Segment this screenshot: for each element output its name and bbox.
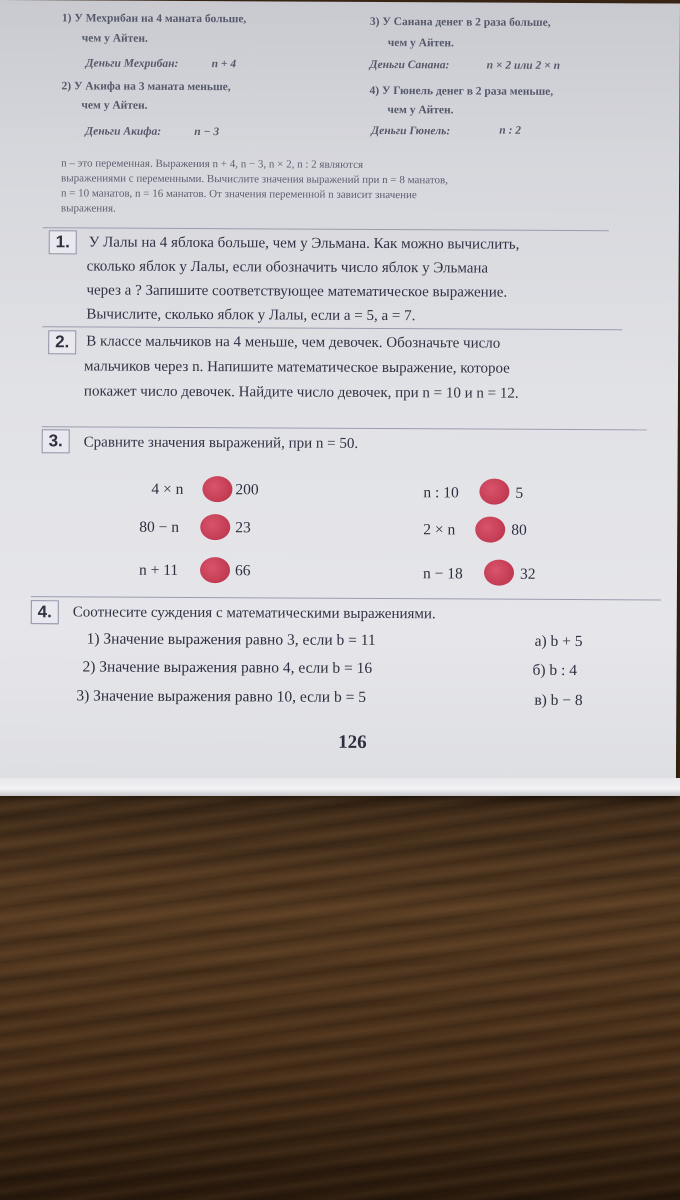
task-4-text: Соотнесите суждения с математическими выражениями.	[72, 604, 436, 623]
task-4-number: 4.	[31, 600, 59, 624]
task-4-statement-2: 2) Значение выражения равно 4, если b = 16	[82, 658, 373, 677]
task-3-top-rule	[42, 426, 647, 430]
intro-item-3-money: Деньги Санана:	[369, 58, 450, 72]
compare-6-circle[interactable]	[484, 560, 514, 586]
intro-item-2-title2: чем у Айтен.	[81, 99, 148, 112]
task-1-number: 1.	[49, 230, 77, 254]
intro-paragraph-line-2: выражениями с переменными. Вычислите значения выражений при n = 8 манатов,	[61, 172, 449, 187]
intro-item-2-expr: n − 3	[194, 126, 220, 139]
compare-5-right: 80	[511, 521, 527, 539]
intro-item-1-title: 1) У Мехрибан на 4 маната больше,	[61, 12, 247, 26]
compare-2-circle[interactable]	[200, 514, 230, 540]
compare-1-left: 4 × n	[151, 480, 184, 498]
intro-paragraph-line-3: n = 10 манатов, n = 16 манатов. От значения переменной n зависит значение	[60, 187, 417, 202]
compare-6-left: n − 18	[422, 565, 463, 583]
task-3-number: 3.	[42, 429, 70, 453]
compare-1-right: 200	[235, 481, 259, 499]
wooden-table	[0, 780, 680, 1200]
intro-paragraph-line-1: n – это переменная. Выражения n + 4, n − 3, n × 2, n : 2 являются	[61, 157, 364, 171]
compare-6-right: 32	[519, 565, 536, 583]
task-4-statement-3: 3) Значение выражения равно 10, если b = 5	[76, 687, 367, 706]
task-2-number: 2.	[48, 330, 76, 354]
intro-item-4-expr: n : 2	[499, 124, 522, 137]
task-3-text: Сравните значения выражений, при n = 50.	[83, 434, 359, 452]
task-4-top-rule	[31, 596, 661, 600]
task-4-statement-1: 1) Значение выражения равно 3, если b = 11	[86, 630, 376, 649]
task-1-line-1: У Лалы на 4 яблока больше, чем у Эльмана. Как можно вычислить,	[88, 234, 520, 253]
compare-5-left: 2 × n	[423, 521, 456, 539]
task-2-top-rule	[42, 326, 622, 330]
intro-item-4-title: 4) У Гюнель денег в 2 раза меньше,	[369, 84, 554, 98]
compare-3-left: n + 11	[138, 561, 179, 579]
compare-4-right: 5	[515, 484, 524, 502]
page-edge	[0, 778, 680, 796]
task-4-expression-a: а) b + 5	[534, 632, 583, 651]
intro-item-1-expr: n + 4	[211, 58, 237, 71]
intro-item-4-title2: чем у Айтен.	[387, 104, 454, 117]
intro-item-3-expr: n × 2 или 2 × n	[486, 59, 561, 72]
compare-5-circle[interactable]	[475, 516, 505, 542]
compare-3-circle[interactable]	[200, 557, 230, 583]
intro-item-2-title: 2) У Акифа на 3 маната меньше,	[61, 80, 231, 94]
intro-item-3-title: 3) У Санана денег в 2 раза больше,	[369, 15, 551, 29]
intro-item-1-title2: чем у Айтен.	[81, 32, 148, 45]
task-1-line-2: сколько яблок у Лалы, если обозначить число яблок у Эльмана	[86, 258, 489, 277]
compare-4-circle[interactable]	[479, 479, 509, 505]
intro-item-1-money: Деньги Мехрибан:	[85, 57, 179, 70]
task-4-expression-c: в) b − 8	[534, 691, 583, 710]
page-number: 126	[338, 731, 367, 753]
task-1-top-rule	[43, 227, 609, 231]
task-4-expression-b: б) b : 4	[532, 661, 578, 680]
task-1-line-3: через a ? Запишите соответствующее математическое выражение.	[86, 282, 508, 301]
intro-paragraph-line-4: выражения.	[60, 202, 116, 215]
compare-4-left: n : 10	[423, 484, 459, 502]
task-2-line-3: покажет число девочек. Найдите число девочек, при n = 10 и n = 12.	[83, 383, 519, 402]
intro-item-4-money: Деньги Гюнель:	[371, 124, 451, 138]
task-2-line-1: В классе мальчиков на 4 меньше, чем девочек. Обозначьте число	[86, 333, 501, 352]
intro-item-2-money: Деньги Акифа:	[85, 125, 162, 138]
compare-3-right: 66	[234, 562, 251, 580]
compare-1-circle[interactable]	[202, 476, 232, 502]
compare-2-left: 80 − n	[139, 518, 180, 536]
intro-item-3-title2: чем у Айтен.	[387, 37, 454, 50]
task-2-line-2: мальчиков через n. Напишите математическое выражение, которое	[84, 358, 510, 377]
task-1-line-4: Вычислите, сколько яблок у Лалы, если a = 5, a = 7.	[86, 306, 416, 325]
compare-2-right: 23	[235, 519, 251, 537]
